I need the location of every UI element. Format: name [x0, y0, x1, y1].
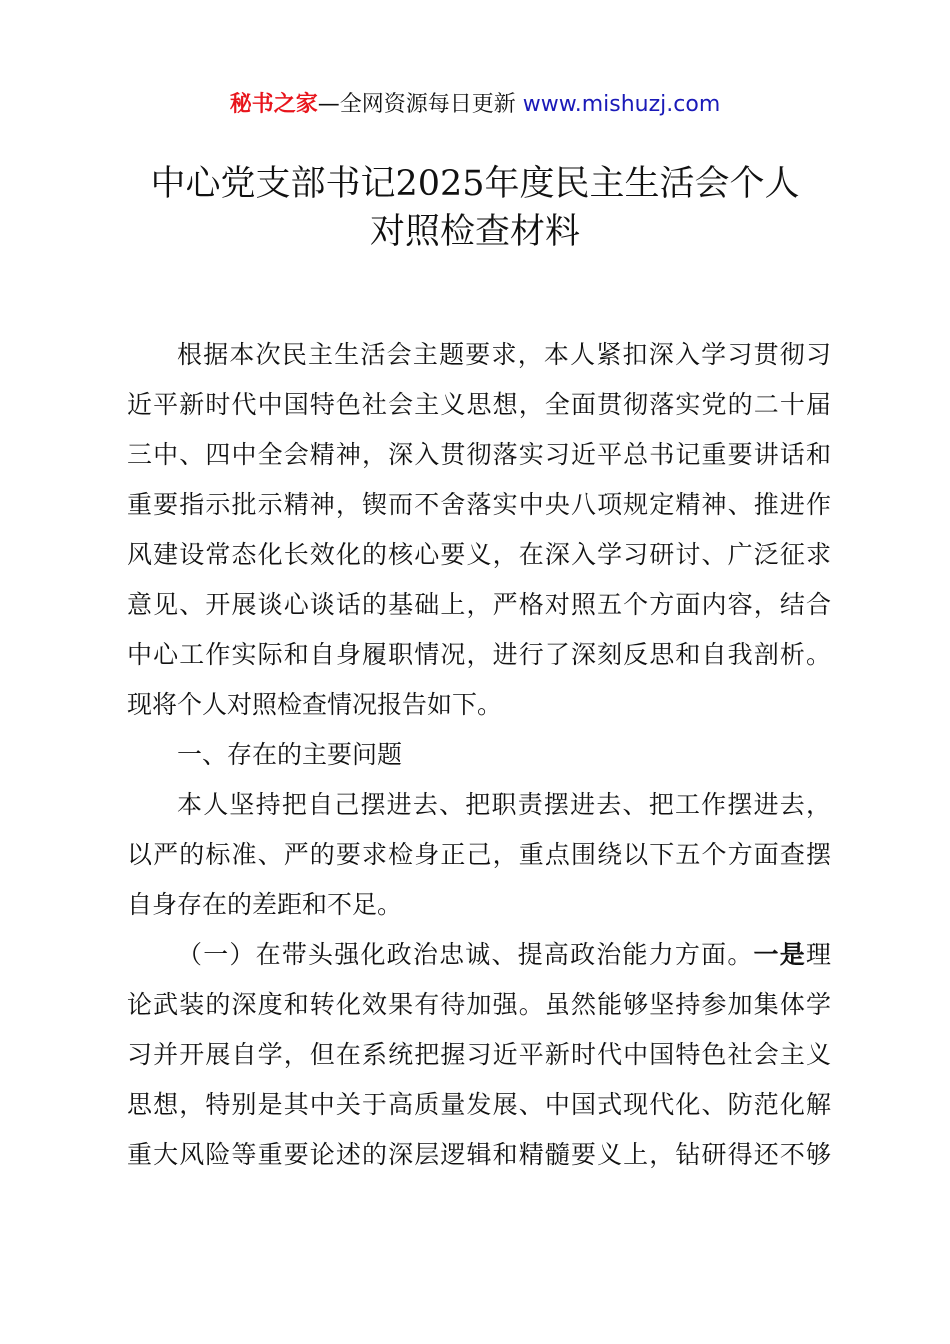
paragraph-line: 风建设常态化长效化的核心要义，在深入学习研讨、广泛征求 [127, 540, 831, 569]
subsection-first-tail: 理 [805, 940, 831, 969]
subsection-first-line [127, 930, 831, 980]
paragraph-line: 论武装的深度和转化效果有待加强。虽然能够坚持参加集体学 [127, 990, 831, 1019]
paragraph-line: 意见、开展谈心谈话的基础上，严格对照五个方面内容，结合 [127, 590, 831, 619]
document-body [127, 330, 831, 1180]
title-line-2: 对照检查材料 [369, 212, 580, 252]
subsection-heading: （一）在带头强化政治忠诚、提高政治能力方面。 [177, 940, 754, 969]
section-heading: 一、存在的主要问题 [177, 740, 403, 769]
header-tagline: —全网资源每日更新 [317, 92, 523, 117]
paragraph-line: 根据本次民主生活会主题要求，本人紧扣深入学习贯彻习 [177, 340, 831, 369]
document-title [80, 160, 870, 256]
brand-name: 秘书之家 [229, 92, 318, 117]
bold-lead: 一是 [753, 940, 806, 969]
paragraph-line: 习并开展自学，但在系统把握习近平新时代中国特色社会主义 [127, 1040, 831, 1069]
paragraph-line: 近平新时代中国特色社会主义思想，全面贯彻落实党的二十届 [127, 390, 831, 419]
paragraph-line: 本人坚持把自己摆进去、把职责摆进去、把工作摆进去， [177, 790, 831, 819]
paragraph-line: 现将个人对照检查情况报告如下。 [127, 690, 503, 719]
paragraph-line: 自身存在的差距和不足。 [127, 890, 403, 919]
paragraph-line: 三中、四中全会精神，深入贯彻落实习近平总书记重要讲话和 [127, 440, 831, 469]
paragraph-line: 中心工作实际和自身履职情况，进行了深刻反思和自我剖析。 [127, 640, 831, 669]
paragraph-line: 思想，特别是其中关于高质量发展、中国式现代化、防范化解 [127, 1090, 831, 1119]
paragraph-line: 重要指示批示精神，锲而不舍落实中央八项规定精神、推进作 [127, 490, 831, 519]
site-url-link[interactable]: www.mishuzj.com [522, 92, 721, 117]
title-line-1: 中心党支部书记2025年度民主生活会个人 [150, 164, 800, 204]
paragraph-line: 重大风险等重要论述的深层逻辑和精髓要义上，钻研得还不够 [127, 1140, 831, 1169]
paragraph-line: 以严的标准、严的要求检身正己，重点围绕以下五个方面查摆 [127, 840, 831, 869]
site-header [0, 88, 950, 122]
